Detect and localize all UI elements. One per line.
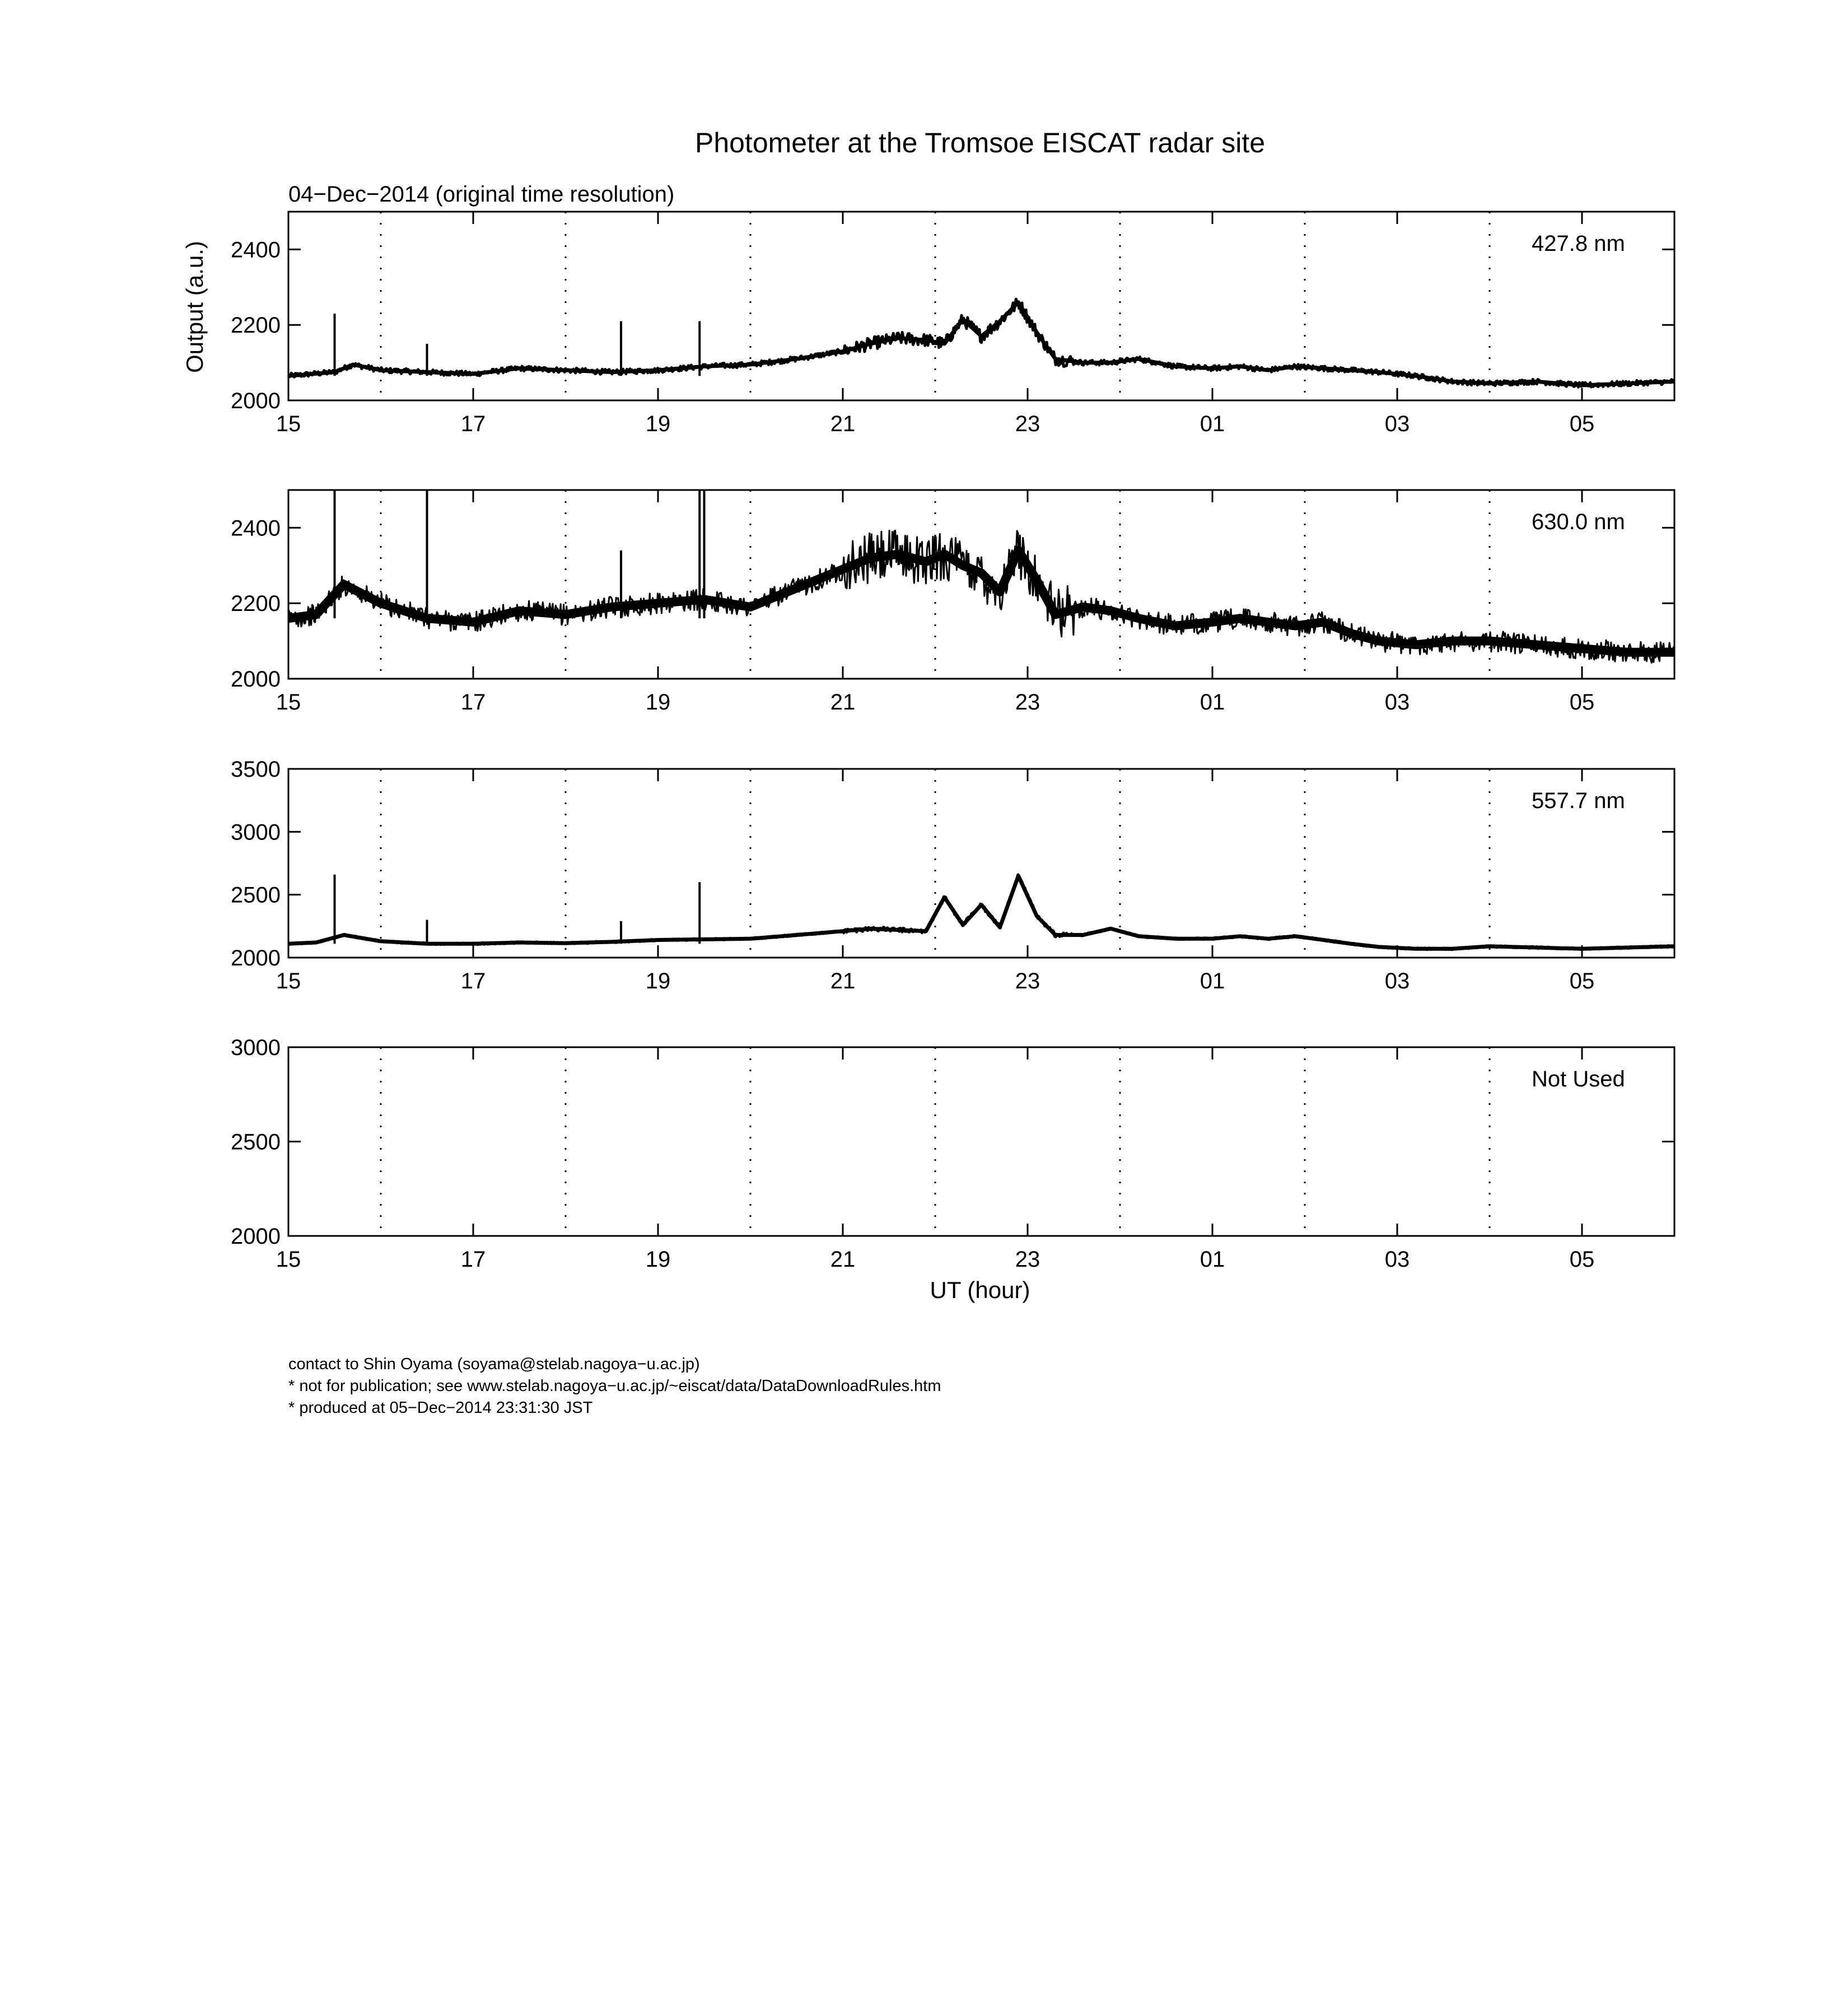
x-tick-label: 21 [830, 412, 856, 436]
x-tick-label: 15 [276, 969, 301, 993]
channel-label: 630.0 nm [1532, 510, 1625, 534]
panel-1 [231, 212, 1674, 436]
panel-4 [231, 1035, 1674, 1272]
series-noise-1 [288, 875, 1674, 950]
y-tick-label: 2000 [231, 389, 281, 413]
x-tick-label: 05 [1569, 1247, 1595, 1272]
x-tick-label: 05 [1569, 412, 1595, 436]
x-tick-label: 03 [1384, 412, 1410, 436]
x-tick-label: 03 [1384, 690, 1410, 715]
x-tick-label: 15 [276, 690, 301, 715]
x-tick-label: 19 [645, 969, 671, 993]
figure-title: Photometer at the Tromsoe EISCAT radar site [694, 127, 1266, 158]
x-tick-label: 01 [1200, 690, 1225, 715]
x-tick-label: 23 [1015, 1247, 1040, 1272]
x-tick-label: 19 [645, 690, 671, 715]
y-tick-label: 3000 [231, 820, 281, 845]
axes-frame [288, 490, 1674, 679]
y-axis-label: Output (a.u.) [181, 241, 208, 373]
x-tick-label: 23 [1015, 969, 1040, 993]
channel-label: Not Used [1532, 1067, 1625, 1091]
y-tick-label: 2500 [231, 883, 281, 908]
y-tick-label: 2000 [231, 946, 281, 970]
x-tick-label: 23 [1015, 690, 1040, 715]
panel-3 [231, 757, 1674, 993]
y-tick-label: 2400 [231, 516, 281, 541]
y-tick-label: 3500 [231, 757, 281, 782]
x-tick-label: 17 [460, 969, 486, 993]
axes-frame [288, 769, 1674, 958]
y-tick-label: 2200 [231, 591, 281, 617]
x-tick-label: 01 [1200, 1247, 1225, 1272]
y-tick-label: 2000 [231, 667, 281, 692]
y-tick-label: 2400 [231, 237, 281, 263]
x-tick-label: 21 [830, 690, 856, 715]
x-tick-label: 21 [830, 1247, 856, 1272]
footer-contact: contact to Shin Oyama (soyama@stelab.nagoya−u.ac.jp) [288, 1355, 700, 1373]
x-tick-label: 19 [645, 1247, 671, 1272]
series-line-1 [288, 876, 1674, 949]
panel-2 [231, 490, 1674, 715]
x-tick-label: 17 [460, 412, 486, 436]
x-tick-label: 17 [460, 1247, 486, 1272]
y-tick-label: 2200 [231, 313, 281, 338]
x-tick-label: 01 [1200, 412, 1225, 436]
x-tick-label: 05 [1569, 969, 1595, 993]
axes-frame [288, 1047, 1674, 1236]
x-tick-label: 17 [460, 690, 486, 715]
x-tick-label: 01 [1200, 969, 1225, 993]
figure-subtitle: 04−Dec−2014 (original time resolution) [288, 182, 675, 207]
panels-group [231, 212, 1674, 1272]
x-tick-label: 15 [276, 1247, 301, 1272]
y-tick-label: 2000 [231, 1224, 281, 1249]
x-tick-label: 15 [276, 412, 301, 436]
x-tick-label: 23 [1015, 412, 1040, 436]
channel-label: 557.7 nm [1532, 788, 1625, 813]
x-tick-label: 03 [1384, 1247, 1410, 1272]
series-noise-1 [288, 299, 1674, 387]
y-tick-label: 3000 [231, 1035, 281, 1060]
x-tick-label: 05 [1569, 690, 1595, 715]
x-tick-label: 03 [1384, 969, 1410, 993]
x-tick-label: 19 [645, 412, 671, 436]
channel-label: 427.8 nm [1532, 231, 1625, 256]
y-tick-label: 2500 [231, 1130, 281, 1155]
footer-rules: * not for publication; see www.stelab.nagoya−u.ac.jp/~eiscat/data/DataDownloadRules.htm [288, 1377, 941, 1395]
x-axis-label: UT (hour) [930, 1277, 1030, 1303]
x-tick-label: 21 [830, 969, 856, 993]
footer-produced: * produced at 05−Dec−2014 23:31:30 JST [288, 1399, 593, 1417]
